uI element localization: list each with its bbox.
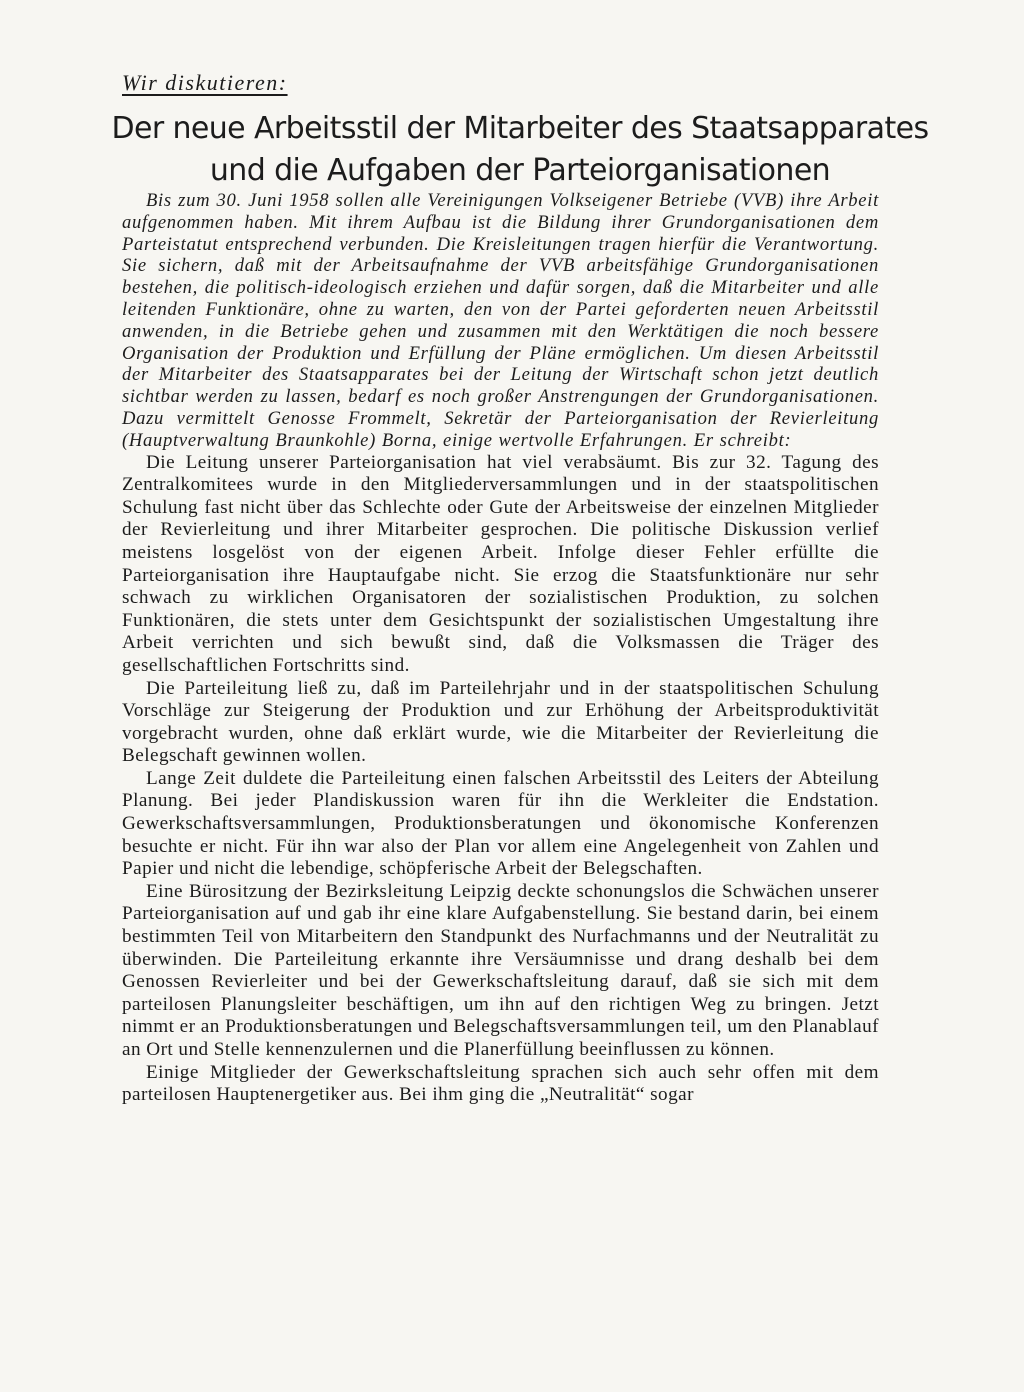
article-lead: Bis zum 30. Juni 1958 sollen alle Vereinigungen Volkseigener Betriebe (VVB) ihre Arbeit aufgenommen haben. Mit ihrem Aufbau ist die Bildung ihrer Grundorganisationen dem Parteistatut entsprechend verbunden. Die Kreisleitungen tragen hierfür die Verantwortung. Sie sichern, daß mit der Arbeitsaufnahme der VVB arbeitsfähige Grundorganisationen bestehen, die politisch-ideologisch erziehen und dafür sorgen, daß die Mitarbeiter und alle leitenden Funktionäre, ohne zu warten, den von der Partei geforderten neuen Arbeitsstil anwenden, in die Betriebe gehen und zusammen mit den Werktätigen die noch bessere Organisation der Produktion und Erfüllung der Pläne ermöglichen. Um diesen Arbeitsstil der Mitarbeiter des Staatsapparates bei der Leitung der Wirtschaft schon jetzt deutlich sichtbar werden zu lassen, bedarf es noch großer Anstrengungen der Grundorganisationen. Dazu vermittelt Genosse Frommelt, Sekretär der Parteiorganisation der Revierleitung (Hauptverwaltung Braunkohle) Borna, einige wertvolle Erfahrungen. Er schreibt: — [122, 190, 879, 451]
article-paragraph-2: Die Parteileitung ließ zu, daß im Parteilehrjahr und in der staatspolitischen Schulung Vorschläge zur Steigerung der Produktion und zur Erhöhung der Arbeitsproduktivität vorgebracht wurden, ohne daß erklärt wurde, wie die Mitarbeiter der Revierleitung die Belegschaft gewinnen wollen. — [122, 677, 879, 767]
article-body — [122, 190, 879, 1107]
article-paragraph-1: Die Leitung unserer Parteiorganisation hat viel verabsäumt. Bis zur 32. Tagung des Zentralkomitees wurde in den Mitgliederversammlungen und in der staatspolitischen Schulung fast nicht über das Schlechte oder Gute der Arbeitsweise der einzelnen Mitglieder der Revierleitung und ihrer Mitarbeiter gesprochen. Die politische Diskussion verlief meistens losgelöst von der eigenen Arbeit. Infolge dieser Fehler erfüllte die Parteiorganisation ihre Hauptaufgabe nicht. Sie erzog die Staatsfunktionäre nur sehr schwach zu wirklichen Organisatoren der sozialistischen Produktion, zu solchen Funktionären, die stets unter dem Gesichtspunkt der sozialistischen Umgestaltung ihre Arbeit verrichten und sich bewußt sind, daß die Volksmassen die Träger des gesellschaftlichen Fortschritts sind. — [122, 451, 879, 676]
article-paragraph-5: Einige Mitglieder der Gewerkschaftsleitung sprachen sich auch sehr offen mit dem parteilosen Hauptenergetiker aus. Bei ihm ging die „Neutralität“ sogar — [122, 1061, 879, 1106]
article-title-line-2: und die Aufgaben der Parteiorganisationen — [209, 153, 831, 188]
article-title — [80, 108, 960, 192]
article-paragraph-4: Eine Bürositzung der Bezirksleitung Leipzig deckte schonungslos die Schwächen unserer Parteiorganisation auf und gab ihr eine klare Aufgabenstellung. Sie bestand darin, bei einem bestimmten Teil von Mitarbeitern den Standpunkt des Nurfachmanns und der Neutralität zu überwinden. Die Parteileitung erkannte ihre Versäumnisse und drang deshalb bei dem Genossen Revierleiter und bei der Gewerkschaftsleitung darauf, daß sie sich mit dem parteilosen Planungsleiter beschäftigen, um ihn auf den richtigen Weg zu bringen. Jetzt nimmt er an Produktionsberatungen und Belegschaftsversammlungen teil, um den Planablauf an Ort und Stelle kennenzulernen und die Planerfüllung beeinflussen zu können. — [122, 880, 879, 1060]
article-title-line-1: Der neue Arbeitsstil der Mitarbeiter des Staatsapparates — [111, 111, 929, 146]
article-paragraph-3: Lange Zeit duldete die Parteileitung einen falschen Arbeitsstil des Leiters der Abteilung Planung. Bei jeder Plandiskussion waren für ihn die Werkleiter die Endstation. Gewerkschaftsversammlungen, Produktionsberatungen und ökonomische Konferenzen besuchte er nicht. Für ihn war also der Plan vor allem eine Angelegenheit von Zahlen und Papier und nicht die lebendige, schöpferische Arbeit der Belegschaften. — [122, 767, 879, 880]
section-rubric: Wir diskutieren: — [122, 70, 288, 95]
